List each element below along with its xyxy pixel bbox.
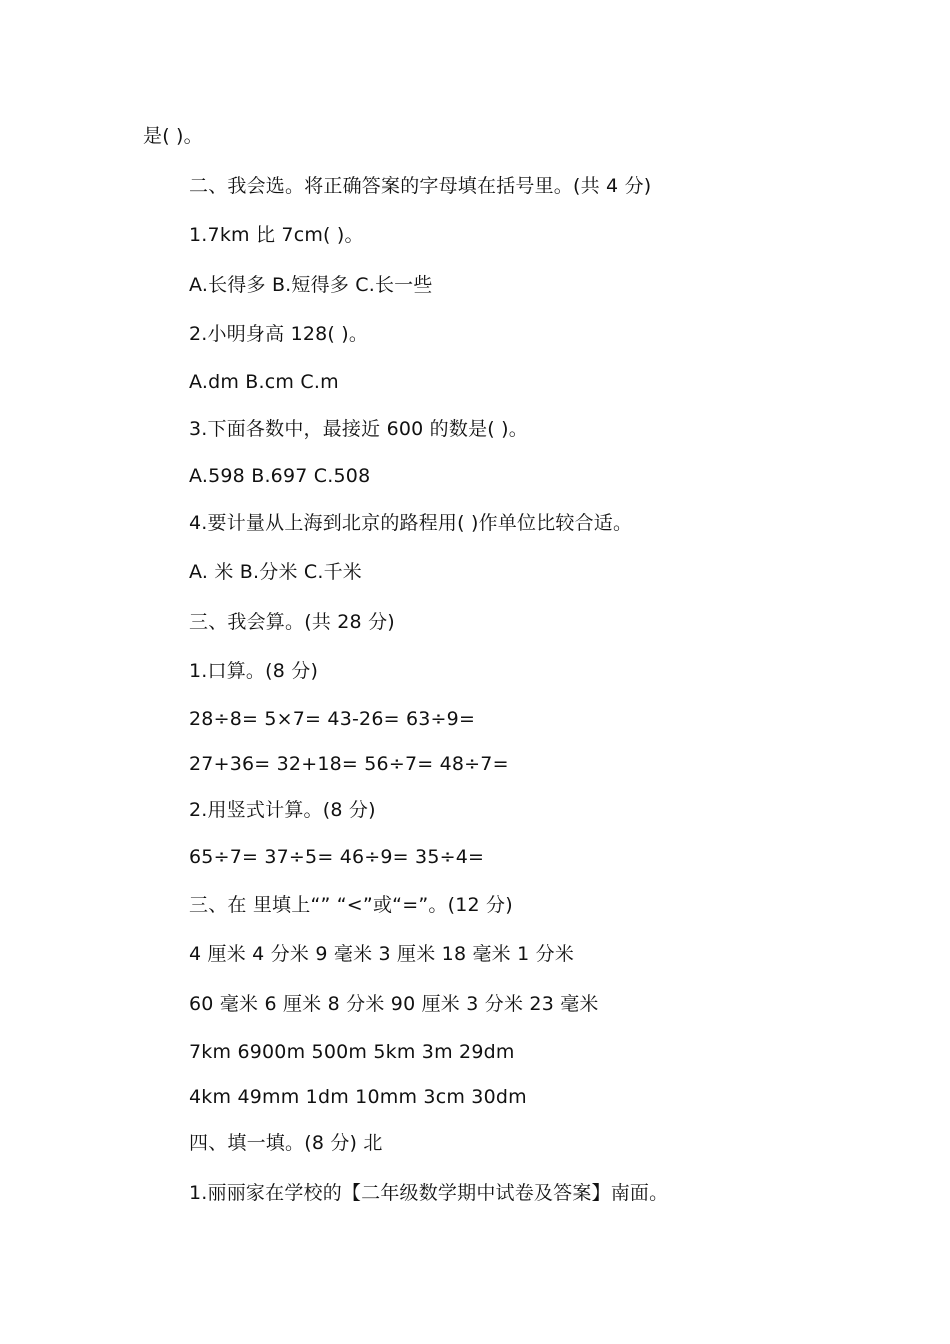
question-2-options: A.dm B.cm C.m	[189, 371, 339, 393]
question-1: 1.7km 比 7cm( )。	[189, 224, 364, 246]
math-row-3: 65÷7= 37÷5= 46÷9= 35÷4=	[189, 846, 485, 868]
section-heading-choose: 二、我会选。将正确答案的字母填在括号里。(共 4 分)	[189, 175, 652, 197]
subsection-vertical-calc: 2.用竖式计算。(8 分)	[189, 799, 376, 821]
math-row-1: 28÷8= 5×7= 43-26= 63÷9=	[189, 708, 476, 730]
question-1-options: A.长得多 B.短得多 C.长一些	[189, 274, 433, 296]
section-heading-fill: 四、填一填。(8 分) 北	[189, 1132, 383, 1154]
fill-question-1: 1.丽丽家在学校的【二年级数学期中试卷及答案】南面。	[189, 1182, 669, 1204]
section-heading-calculate: 三、我会算。(共 28 分)	[189, 611, 395, 633]
compare-row-1: 4 厘米 4 分米 9 毫米 3 厘米 18 毫米 1 分米	[189, 943, 575, 965]
question-2: 2.小明身高 128( )。	[189, 323, 369, 345]
subsection-mental-math: 1.口算。(8 分)	[189, 660, 319, 682]
question-3-options: A.598 B.697 C.508	[189, 465, 371, 487]
compare-row-4: 4km 49mm 1dm 10mm 3cm 30dm	[189, 1086, 527, 1108]
question-4: 4.要计量从上海到北京的路程用( )作单位比较合适。	[189, 512, 633, 534]
text-line-continuation: 是( )。	[143, 125, 203, 147]
section-heading-compare: 三、在 里填上“” “<”或“=”。(12 分)	[189, 894, 513, 916]
question-4-options: A. 米 B.分米 C.千米	[189, 561, 363, 583]
math-row-2: 27+36= 32+18= 56÷7= 48÷7=	[189, 753, 509, 775]
question-3: 3.下面各数中，最接近 600 的数是( )。	[189, 418, 528, 440]
compare-row-3: 7km 6900m 500m 5km 3m 29dm	[189, 1041, 515, 1063]
compare-row-2: 60 毫米 6 厘米 8 分米 90 厘米 3 分米 23 毫米	[189, 993, 599, 1015]
